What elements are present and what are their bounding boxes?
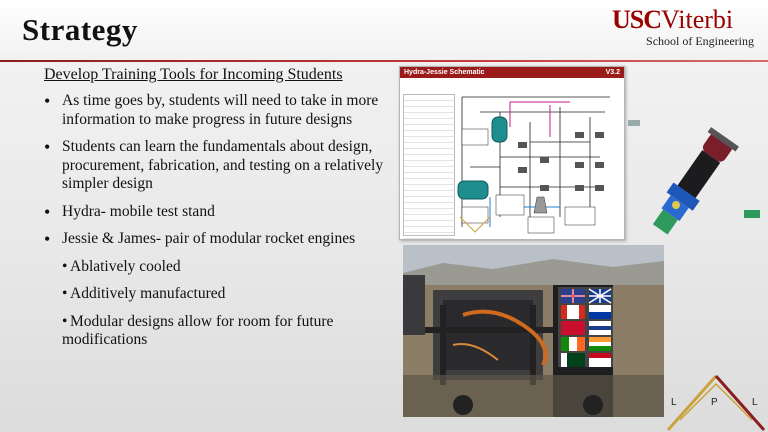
sub-bullet-item: • Additively manufactured (62, 285, 226, 302)
bullet-item: • Jessie & James- pair of modular rocket engines (44, 230, 384, 249)
logo-viterbi-text: Viterbi (661, 5, 734, 34)
test-stand-scene (403, 245, 664, 417)
test-stand-photo (403, 245, 664, 417)
lpl-letter: L (671, 397, 677, 408)
sub-bullet-item: • Modular designs allow for room for future modifications (62, 312, 334, 348)
schematic-title: Hydra-Jessie Schematic (404, 69, 485, 76)
sub-bullet-text: Additively manufactured (70, 285, 226, 302)
bullet-item: • As time goes by, students will need to take in more information to make progress in future designs (44, 92, 384, 129)
sub-bullet-item: • Ablatively cooled (62, 257, 181, 275)
schematic-version: V3.2 (605, 69, 620, 76)
slide-content (44, 66, 384, 359)
logo-usc-text: USC (612, 5, 662, 34)
slide-title: Strategy (22, 12, 138, 47)
title-divider (0, 60, 768, 62)
schematic-diagram (400, 67, 624, 239)
hydra-jessie-schematic-image (399, 66, 625, 240)
sub-bullet-list (44, 258, 384, 350)
bullet-list (44, 92, 384, 249)
usc-viterbi-logo (612, 7, 754, 49)
bullet-item: • Hydra- mobile test stand (44, 203, 384, 222)
bullet-item: • Students can learn the fundamentals about design, procurement, fabrication, and testing on a relatively simpler design (44, 138, 384, 194)
sub-bullet-text: Ablatively cooled (70, 257, 181, 275)
logo-subtitle: School of Engineering (646, 34, 754, 48)
sub-bullet-text: Modular designs allow for room for future modifications (62, 312, 334, 348)
lpl-letter: P (711, 397, 718, 408)
section-subheading: Develop Training Tools for Incoming Students (44, 66, 343, 83)
rocket-engine-render (624, 100, 768, 260)
lpl-letter: L (752, 397, 758, 408)
